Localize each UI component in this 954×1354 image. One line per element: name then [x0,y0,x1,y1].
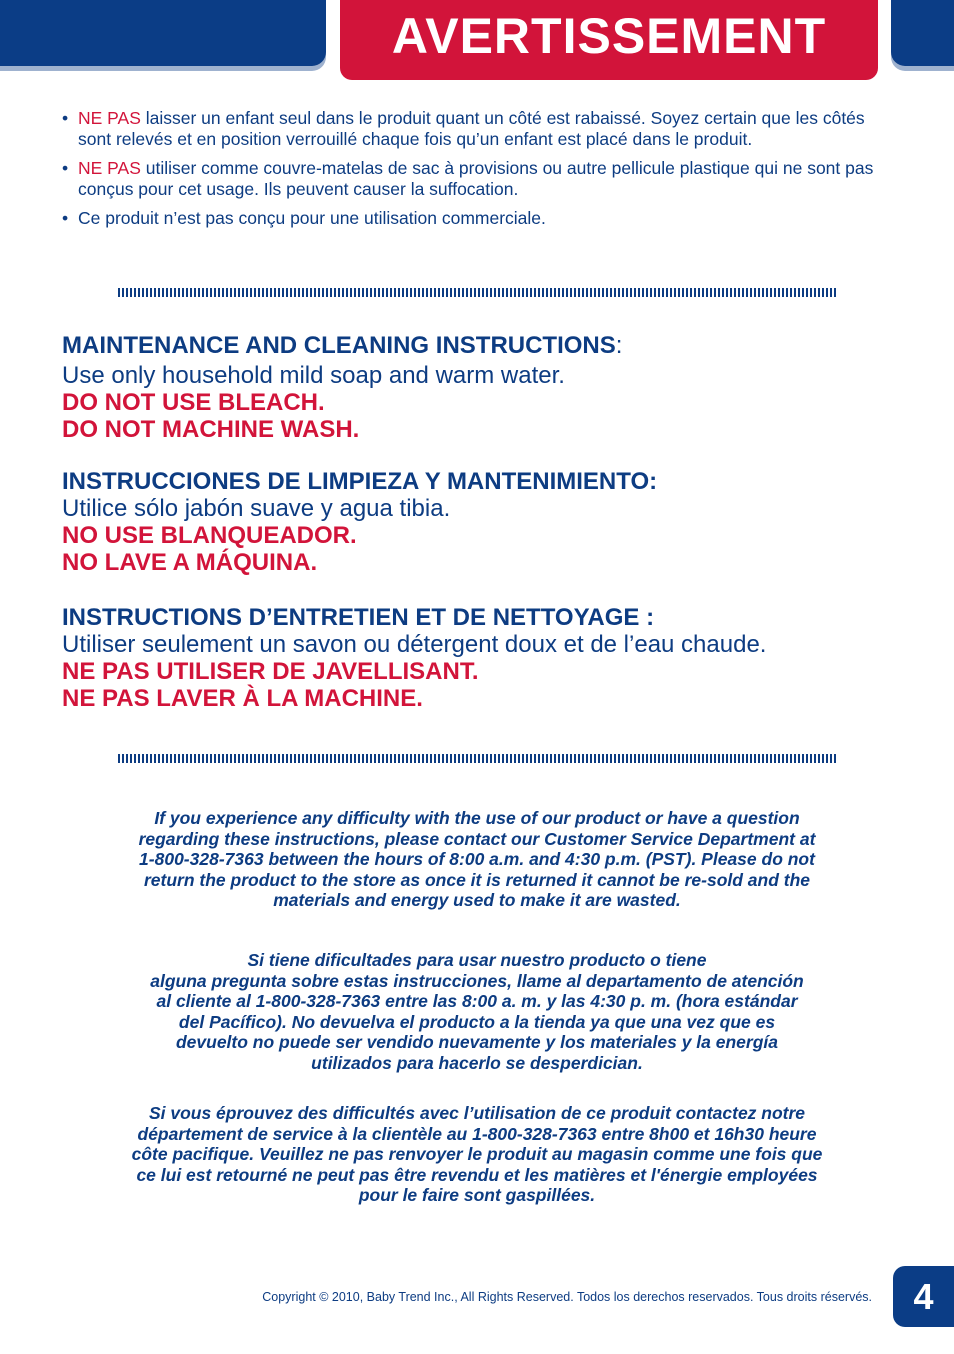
maintenance-warning: NE PAS LAVER À LA MACHINE. [62,685,423,712]
contact-line: département de service à la clientèle au 1-800-328-7363 entre 8h00 et 16h30 heure [137,1123,817,1144]
warning-text: utiliser comme couvre-matelas de sac à provisions ou autre pellicule plastique qui ne sont pas conçus pour cet usage. Ils peuvent causer la suffocation. [78,158,874,199]
warning-text: laisser un enfant seul dans le produit quant un côté est rabaissé. Soyez certain que les côtés sont relevés et en position verrouillé chaque fois qu’un enfant est placé dans le produit. [78,108,865,149]
header-title-banner [340,0,878,80]
maintenance-section-es [62,468,902,576]
header-band-right [891,0,954,66]
maintenance-warning: DO NOT USE BLEACH. [62,389,325,416]
warning-list [62,108,902,238]
maintenance-heading: MAINTENANCE AND CLEANING INSTRUCTIONS [62,332,616,359]
maintenance-text: Utilice sólo jabón suave y agua tibia. [62,495,451,522]
contact-line: If you experience any difficulty with the use of our product or have a question [154,808,800,828]
warning-text: Ce produit n’est pas conçu pour une utilisation commerciale. [78,208,546,228]
contact-line: al cliente al 1-800-328-7363 entre las 8:00 a. m. y las 4:30 p. m. (hora estándar [156,991,798,1012]
page-title: AVERTISSEMENT [391,8,827,64]
contact-line: materials and energy used to make it are wasted. [273,890,681,911]
warning-item [62,108,902,149]
contact-line: del Pacífico). No devuelva el producto a la tienda ya que una vez que es [178,1011,776,1032]
contact-line: regarding these instructions, please contact our Customer Service Department at [138,828,816,849]
contact-line: côte pacifique. Veuillez ne pas renvoyer le produit au magasin comme une fois que [131,1144,823,1165]
page-number: 4 [913,1275,934,1317]
contact-line: alguna pregunta sobre estas instrucciones, llame al departamento de atención [150,970,804,991]
contact-line: ce lui est retourné ne peut pas être revendu et les matières et l'énergie employées [136,1164,818,1185]
bullet-icon: • [62,158,69,178]
bullet-icon: • [62,208,69,228]
contact-line: Si tiene dificultades para usar nuestro producto o tiene [247,950,707,970]
contact-line: pour le faire sont gaspillées. [358,1185,596,1206]
maintenance-warning: DO NOT MACHINE WASH. [62,416,360,443]
contact-paragraph-en [62,808,892,911]
page-number-tab [893,1266,954,1327]
dotted-divider [118,288,838,297]
maintenance-text: Utiliser seulement un savon ou détergent doux et de l’eau chaude. [62,631,767,658]
heading-colon: : [615,332,623,359]
warning-item [62,208,902,229]
maintenance-text: Use only household mild soap and warm water. [62,362,565,389]
copyright-notice: Copyright © 2010, Baby Trend Inc., All Rights Reserved. Todos los derechos reservados. Tous droits réservés. [262,1290,872,1304]
bullet-icon: • [62,108,69,128]
contact-line: devuelto no puede ser vendido nuevamente y los materiales y la energía [175,1032,778,1053]
contact-line: return the product to the store as once it is returned it cannot be re-sold and the [143,869,811,890]
header-band-left [0,0,326,66]
warning-lead: NE PAS [78,108,141,128]
maintenance-section-en [62,332,902,443]
maintenance-warning: NO USE BLANQUEADOR. [62,522,357,549]
maintenance-heading: INSTRUCCIONES DE LIMPIEZA Y MANTENIMIENTO: [62,468,658,495]
dotted-divider [118,754,838,763]
contact-line: 1-800-328-7363 between the hours of 8:00 a.m. and 4:30 p.m. (PST). Please do not [139,849,815,870]
maintenance-warning: NE PAS UTILISER DE JAVELLISANT. [62,658,479,685]
maintenance-warning: NO LAVE A MÁQUINA. [62,549,318,576]
maintenance-section-fr [62,604,902,712]
warning-item [62,158,902,199]
warning-lead: NE PAS [78,158,141,178]
contact-paragraph-es [62,950,892,1074]
contact-paragraph-fr [62,1103,892,1206]
contact-line: Si vous éprouvez des difficultés avec l’utilisation de ce produit contactez notre [148,1103,806,1123]
contact-line: utilizados para hacerlo se desperdician. [311,1052,643,1073]
maintenance-heading: INSTRUCTIONS D’ENTRETIEN ET DE NETTOYAGE : [62,604,655,631]
